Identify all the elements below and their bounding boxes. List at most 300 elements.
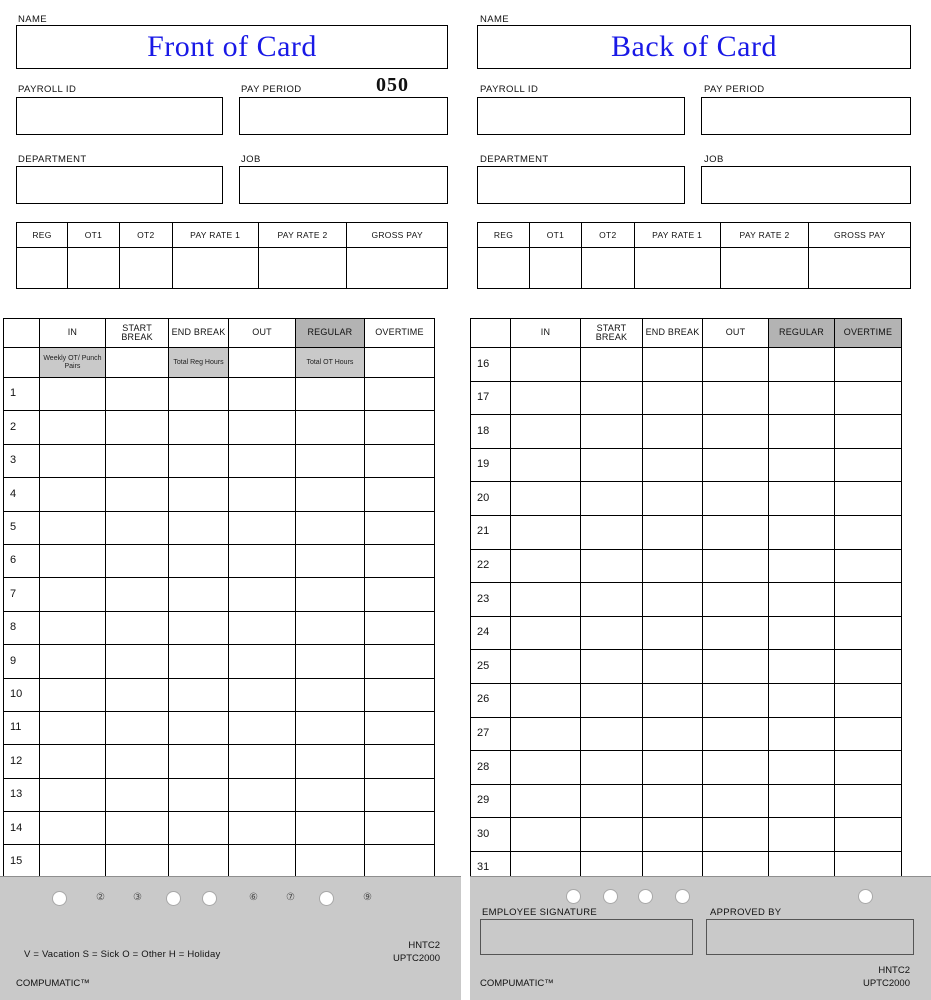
front-punch-cell[interactable] <box>39 611 106 644</box>
back-punch-cell[interactable] <box>835 515 902 549</box>
back-punch-row <box>471 381 902 415</box>
front-grid-header-row <box>4 319 435 348</box>
front-payroll-id-field[interactable] <box>16 97 223 135</box>
front-grid-hd-overtime: OVERTIME <box>364 319 434 348</box>
back-job-label: JOB <box>704 154 724 165</box>
back-punch-cell[interactable] <box>643 717 703 751</box>
front-punch-cell[interactable] <box>39 544 106 577</box>
back-punch-cell[interactable] <box>835 818 902 852</box>
front-punch-cell[interactable] <box>295 812 364 845</box>
back-punch-cell[interactable] <box>511 784 581 818</box>
front-grid-sub-2 <box>106 348 168 378</box>
front-footer-model-1: HNTC2 <box>408 940 440 951</box>
front-punch-row <box>4 678 435 711</box>
front-pay-th-2: OT2 <box>119 223 172 248</box>
front-punch-row-number: 9 <box>4 645 40 678</box>
front-punch-cell[interactable] <box>229 478 296 511</box>
front-punch-cell[interactable] <box>106 444 168 477</box>
back-punch-cell[interactable] <box>769 583 835 617</box>
front-punch-cell[interactable] <box>168 711 228 744</box>
back-approved-by-label: APPROVED BY <box>710 907 782 918</box>
back-punch-cell[interactable] <box>835 549 902 583</box>
back-punch-cell[interactable] <box>835 415 902 449</box>
front-grid-sub-total-ot: Total OT Hours <box>295 348 364 378</box>
back-punch-row-number: 21 <box>471 515 511 549</box>
front-punch-cell[interactable] <box>229 745 296 778</box>
back-grid-hd-start-break: START BREAK <box>581 319 643 348</box>
front-pay-th-5: GROSS PAY <box>347 223 448 248</box>
front-punch-row-number: 2 <box>4 411 40 444</box>
back-punch-cell[interactable] <box>581 650 643 684</box>
front-punch-row <box>4 611 435 644</box>
front-punch-cell[interactable] <box>364 845 434 878</box>
front-footer-legend: V = Vacation S = Sick O = Other H = Holiday <box>24 949 221 960</box>
front-punch-cell[interactable] <box>39 845 106 878</box>
front-punch-cell[interactable] <box>39 778 106 811</box>
front-punch-cell[interactable] <box>168 544 228 577</box>
front-punch-row <box>4 711 435 744</box>
front-punch-cell[interactable] <box>364 812 434 845</box>
front-title-box <box>16 25 448 69</box>
front-punch-cell[interactable] <box>168 812 228 845</box>
back-pay-cell-4[interactable] <box>720 248 809 289</box>
front-punch-cell[interactable] <box>364 544 434 577</box>
back-grid-hd-end-break: END BREAK <box>643 319 703 348</box>
front-punch-cell[interactable] <box>295 544 364 577</box>
front-punch-cell[interactable] <box>106 711 168 744</box>
back-punch-cell[interactable] <box>769 650 835 684</box>
back-hole-punch-1 <box>566 889 581 904</box>
back-payroll-id-field[interactable] <box>477 97 685 135</box>
back-punch-cell[interactable] <box>835 482 902 516</box>
front-grid-sub-total-reg: Total Reg Hours <box>168 348 228 378</box>
back-punch-cell[interactable] <box>703 381 769 415</box>
back-job-field[interactable] <box>701 166 911 204</box>
back-punch-cell[interactable] <box>643 683 703 717</box>
front-punch-cell[interactable] <box>229 378 296 411</box>
back-pay-cell-5[interactable] <box>809 248 911 289</box>
back-punch-cell[interactable] <box>511 549 581 583</box>
front-punch-cell[interactable] <box>168 444 228 477</box>
front-punch-cell[interactable] <box>106 478 168 511</box>
back-pay-cell-1[interactable] <box>530 248 582 289</box>
back-footer-model-1: HNTC2 <box>878 965 910 976</box>
front-pay-cell-1[interactable] <box>68 248 120 289</box>
front-punch-cell[interactable] <box>295 411 364 444</box>
back-punch-cell[interactable] <box>581 482 643 516</box>
back-punch-row-number: 19 <box>471 448 511 482</box>
front-punch-row <box>4 812 435 845</box>
hole-number-3: ③ <box>133 892 142 903</box>
back-punch-cell[interactable] <box>703 717 769 751</box>
front-punch-cell[interactable] <box>39 812 106 845</box>
front-pay-cell-4[interactable] <box>258 248 347 289</box>
front-punch-cell[interactable] <box>364 678 434 711</box>
front-punch-row-number: 8 <box>4 611 40 644</box>
back-pay-cell-2[interactable] <box>581 248 634 289</box>
front-punch-cell[interactable] <box>168 578 228 611</box>
back-punch-row-number: 18 <box>471 415 511 449</box>
front-punch-cell[interactable] <box>229 711 296 744</box>
back-hole-punch-4 <box>675 889 690 904</box>
back-punch-cell[interactable] <box>581 717 643 751</box>
front-grid-hd-in: IN <box>39 319 106 348</box>
front-punch-row <box>4 478 435 511</box>
back-punch-row <box>471 650 902 684</box>
back-employee-signature-field[interactable] <box>480 919 693 955</box>
back-pay-th-2: OT2 <box>581 223 634 248</box>
back-grid-hd-regular: REGULAR <box>769 319 835 348</box>
front-punch-row <box>4 511 435 544</box>
front-punch-cell[interactable] <box>364 745 434 778</box>
front-punch-cell[interactable] <box>364 511 434 544</box>
front-punch-cell[interactable] <box>106 511 168 544</box>
front-pay-cell-3[interactable] <box>172 248 258 289</box>
front-punch-cell[interactable] <box>168 645 228 678</box>
front-punch-cell[interactable] <box>39 378 106 411</box>
front-punch-cell[interactable] <box>106 378 168 411</box>
front-punch-row <box>4 778 435 811</box>
front-punch-cell[interactable] <box>295 645 364 678</box>
back-punch-cell[interactable] <box>703 616 769 650</box>
back-punch-cell[interactable] <box>643 448 703 482</box>
back-punch-cell[interactable] <box>511 818 581 852</box>
back-punch-row-number: 20 <box>471 482 511 516</box>
front-punch-cell[interactable] <box>106 544 168 577</box>
back-footer <box>470 876 931 1000</box>
front-punch-row <box>4 645 435 678</box>
back-hole-punch-3 <box>638 889 653 904</box>
front-punch-row-number: 6 <box>4 544 40 577</box>
back-punch-cell[interactable] <box>769 683 835 717</box>
back-punch-row-number: 26 <box>471 683 511 717</box>
back-punch-cell[interactable] <box>643 818 703 852</box>
front-punch-cell[interactable] <box>39 645 106 678</box>
back-punch-cell[interactable] <box>835 583 902 617</box>
back-grid-header-row <box>471 319 902 348</box>
timecard-back <box>470 0 931 1000</box>
front-punch-cell[interactable] <box>39 711 106 744</box>
back-punch-cell[interactable] <box>769 717 835 751</box>
back-punch-row-number: 27 <box>471 717 511 751</box>
back-punch-cell[interactable] <box>643 650 703 684</box>
back-punch-cell[interactable] <box>511 717 581 751</box>
front-punch-cell[interactable] <box>295 578 364 611</box>
back-punch-cell[interactable] <box>581 818 643 852</box>
back-punch-row <box>471 348 902 382</box>
back-punch-cell[interactable] <box>835 784 902 818</box>
hole-number-9: ⑨ <box>363 892 372 903</box>
back-punch-cell[interactable] <box>835 448 902 482</box>
back-pay-period-label: PAY PERIOD <box>704 84 765 95</box>
front-department-field[interactable] <box>16 166 223 204</box>
front-grid-sub-6 <box>364 348 434 378</box>
front-punch-cell[interactable] <box>168 678 228 711</box>
back-punch-cell[interactable] <box>643 616 703 650</box>
front-grid-hd-start-break: START BREAK <box>106 319 168 348</box>
front-grid-hd-end-break: END BREAK <box>168 319 228 348</box>
hole-punch-5 <box>202 891 217 906</box>
back-punch-cell[interactable] <box>581 784 643 818</box>
back-punch-cell[interactable] <box>703 583 769 617</box>
back-punch-cell[interactable] <box>703 482 769 516</box>
front-punch-row-number: 11 <box>4 711 40 744</box>
front-punch-cell[interactable] <box>168 511 228 544</box>
back-punch-row-number: 24 <box>471 616 511 650</box>
back-punch-row <box>471 717 902 751</box>
front-pay-cell-2[interactable] <box>119 248 172 289</box>
back-punch-cell[interactable] <box>581 448 643 482</box>
front-punch-cell[interactable] <box>106 678 168 711</box>
back-punch-cell[interactable] <box>643 549 703 583</box>
front-title-text: Front of Card <box>147 30 317 63</box>
front-punch-cell[interactable] <box>106 812 168 845</box>
front-punch-cell[interactable] <box>39 478 106 511</box>
front-punch-cell[interactable] <box>295 678 364 711</box>
front-punch-cell[interactable] <box>39 678 106 711</box>
front-pay-cell-0[interactable] <box>17 248 68 289</box>
back-punch-cell[interactable] <box>643 381 703 415</box>
front-punch-cell[interactable] <box>168 845 228 878</box>
back-punch-cell[interactable] <box>769 549 835 583</box>
front-pay-table-header-row <box>17 223 448 248</box>
back-punch-cell[interactable] <box>703 348 769 382</box>
back-punch-cell[interactable] <box>769 818 835 852</box>
back-punch-cell[interactable] <box>581 415 643 449</box>
back-punch-cell[interactable] <box>703 515 769 549</box>
front-punch-cell[interactable] <box>39 745 106 778</box>
front-punch-cell[interactable] <box>39 411 106 444</box>
back-punch-cell[interactable] <box>643 784 703 818</box>
back-footer-model-2: UPTC2000 <box>863 978 910 989</box>
front-punch-row-number: 5 <box>4 511 40 544</box>
front-punch-grid <box>3 318 435 879</box>
back-punch-cell[interactable] <box>835 381 902 415</box>
front-punch-row-number: 3 <box>4 444 40 477</box>
back-punch-cell[interactable] <box>581 549 643 583</box>
back-punch-cell[interactable] <box>511 415 581 449</box>
front-punch-row-number: 14 <box>4 812 40 845</box>
front-punch-cell[interactable] <box>295 745 364 778</box>
back-punch-cell[interactable] <box>581 583 643 617</box>
front-punch-cell[interactable] <box>229 611 296 644</box>
back-punch-cell[interactable] <box>511 616 581 650</box>
back-punch-cell[interactable] <box>703 415 769 449</box>
front-punch-cell[interactable] <box>229 544 296 577</box>
front-punch-cell[interactable] <box>364 411 434 444</box>
front-punch-cell[interactable] <box>295 444 364 477</box>
back-payroll-id-label: PAYROLL ID <box>480 84 539 95</box>
front-department-label: DEPARTMENT <box>18 154 87 165</box>
back-title-text: Back of Card <box>611 30 777 63</box>
hole-number-6: ⑥ <box>249 892 258 903</box>
back-punch-cell[interactable] <box>581 683 643 717</box>
front-card-code: 050 <box>376 74 409 96</box>
front-punch-cell[interactable] <box>229 511 296 544</box>
front-punch-cell[interactable] <box>106 578 168 611</box>
front-punch-cell[interactable] <box>229 678 296 711</box>
back-punch-cell[interactable] <box>835 650 902 684</box>
back-pay-cell-0[interactable] <box>478 248 530 289</box>
front-punch-cell[interactable] <box>168 745 228 778</box>
back-punch-cell[interactable] <box>769 381 835 415</box>
back-pay-table <box>477 222 911 289</box>
back-punch-cell[interactable] <box>643 482 703 516</box>
back-punch-cell[interactable] <box>511 583 581 617</box>
back-punch-cell[interactable] <box>703 751 769 785</box>
back-punch-cell[interactable] <box>581 616 643 650</box>
back-punch-cell[interactable] <box>769 348 835 382</box>
back-punch-cell[interactable] <box>643 751 703 785</box>
front-punch-cell[interactable] <box>106 745 168 778</box>
back-grid-hd-0 <box>471 319 511 348</box>
back-pay-table-value-row <box>478 248 911 289</box>
back-grid-body <box>471 348 902 886</box>
front-punch-cell[interactable] <box>229 578 296 611</box>
timecard-front <box>0 0 461 1000</box>
back-punch-cell[interactable] <box>511 515 581 549</box>
front-punch-cell[interactable] <box>168 611 228 644</box>
back-punch-row <box>471 583 902 617</box>
front-punch-cell[interactable] <box>106 845 168 878</box>
back-name-label: NAME <box>480 14 510 25</box>
front-punch-cell[interactable] <box>364 578 434 611</box>
back-punch-cell[interactable] <box>703 818 769 852</box>
back-punch-cell[interactable] <box>511 482 581 516</box>
front-punch-cell[interactable] <box>229 845 296 878</box>
back-punch-cell[interactable] <box>835 751 902 785</box>
front-punch-cell[interactable] <box>295 845 364 878</box>
back-department-label: DEPARTMENT <box>480 154 549 165</box>
front-pay-th-1: OT1 <box>68 223 120 248</box>
back-punch-cell[interactable] <box>703 683 769 717</box>
back-punch-cell[interactable] <box>643 348 703 382</box>
back-punch-cell[interactable] <box>511 650 581 684</box>
back-punch-cell[interactable] <box>581 348 643 382</box>
back-pay-th-0: REG <box>478 223 530 248</box>
back-punch-cell[interactable] <box>769 415 835 449</box>
back-punch-row <box>471 549 902 583</box>
front-punch-cell[interactable] <box>364 378 434 411</box>
back-punch-cell[interactable] <box>703 650 769 684</box>
back-punch-cell[interactable] <box>643 583 703 617</box>
front-punch-cell[interactable] <box>364 611 434 644</box>
back-punch-cell[interactable] <box>703 549 769 583</box>
back-punch-cell[interactable] <box>835 616 902 650</box>
front-punch-cell[interactable] <box>295 778 364 811</box>
back-punch-cell[interactable] <box>643 515 703 549</box>
back-punch-row <box>471 616 902 650</box>
front-punch-cell[interactable] <box>364 778 434 811</box>
front-punch-cell[interactable] <box>168 778 228 811</box>
back-punch-cell[interactable] <box>581 381 643 415</box>
back-punch-cell[interactable] <box>835 348 902 382</box>
front-pay-th-4: PAY RATE 2 <box>258 223 347 248</box>
front-punch-row-number: 7 <box>4 578 40 611</box>
front-punch-cell[interactable] <box>168 411 228 444</box>
front-punch-cell[interactable] <box>229 812 296 845</box>
back-punch-cell[interactable] <box>769 448 835 482</box>
front-punch-cell[interactable] <box>229 411 296 444</box>
front-pay-period-field[interactable] <box>239 97 448 135</box>
back-punch-cell[interactable] <box>581 515 643 549</box>
back-punch-cell[interactable] <box>643 415 703 449</box>
front-footer-model-2: UPTC2000 <box>393 953 440 964</box>
front-punch-cell[interactable] <box>295 478 364 511</box>
front-punch-row <box>4 544 435 577</box>
back-pay-period-field[interactable] <box>701 97 911 135</box>
back-punch-cell[interactable] <box>511 751 581 785</box>
back-pay-cell-3[interactable] <box>634 248 720 289</box>
front-grid-sub-0 <box>4 348 40 378</box>
front-punch-cell[interactable] <box>295 511 364 544</box>
front-punch-cell[interactable] <box>364 478 434 511</box>
back-grid-hd-in: IN <box>511 319 581 348</box>
back-punch-cell[interactable] <box>769 616 835 650</box>
front-punch-cell[interactable] <box>106 778 168 811</box>
back-punch-row <box>471 683 902 717</box>
back-hole-punch-5 <box>858 889 873 904</box>
back-punch-row <box>471 415 902 449</box>
front-punch-cell[interactable] <box>229 778 296 811</box>
front-grid-subheader-row <box>4 348 435 378</box>
front-punch-row-number: 13 <box>4 778 40 811</box>
front-punch-cell[interactable] <box>295 711 364 744</box>
back-pay-th-5: GROSS PAY <box>809 223 911 248</box>
back-punch-cell[interactable] <box>769 482 835 516</box>
front-grid-sub-weekly-ot: Weekly OT/ Punch Pairs <box>39 348 106 378</box>
back-department-field[interactable] <box>477 166 685 204</box>
front-punch-cell[interactable] <box>106 611 168 644</box>
back-punch-cell[interactable] <box>835 717 902 751</box>
front-punch-row <box>4 378 435 411</box>
front-job-field[interactable] <box>239 166 448 204</box>
back-punch-cell[interactable] <box>769 784 835 818</box>
back-punch-cell[interactable] <box>703 448 769 482</box>
back-punch-cell[interactable] <box>511 381 581 415</box>
back-punch-cell[interactable] <box>703 784 769 818</box>
back-punch-cell[interactable] <box>835 683 902 717</box>
back-punch-cell[interactable] <box>511 448 581 482</box>
front-punch-cell[interactable] <box>229 645 296 678</box>
back-punch-cell[interactable] <box>511 683 581 717</box>
front-punch-cell[interactable] <box>364 711 434 744</box>
front-punch-row-number: 12 <box>4 745 40 778</box>
back-approved-by-field[interactable] <box>706 919 914 955</box>
front-punch-cell[interactable] <box>39 578 106 611</box>
front-punch-cell[interactable] <box>39 444 106 477</box>
back-punch-row <box>471 784 902 818</box>
front-punch-cell[interactable] <box>364 645 434 678</box>
front-punch-cell[interactable] <box>364 444 434 477</box>
front-pay-cell-5[interactable] <box>347 248 448 289</box>
front-punch-cell[interactable] <box>168 478 228 511</box>
back-punch-cell[interactable] <box>769 751 835 785</box>
front-punch-cell[interactable] <box>295 378 364 411</box>
front-punch-cell[interactable] <box>229 444 296 477</box>
front-payroll-id-label: PAYROLL ID <box>18 84 77 95</box>
front-punch-cell[interactable] <box>106 645 168 678</box>
back-punch-row <box>471 751 902 785</box>
front-punch-cell[interactable] <box>106 411 168 444</box>
back-punch-cell[interactable] <box>511 348 581 382</box>
front-name-label: NAME <box>18 14 48 25</box>
front-punch-cell[interactable] <box>39 511 106 544</box>
back-punch-cell[interactable] <box>581 751 643 785</box>
back-punch-cell[interactable] <box>769 515 835 549</box>
front-punch-cell[interactable] <box>295 611 364 644</box>
front-punch-cell[interactable] <box>168 378 228 411</box>
